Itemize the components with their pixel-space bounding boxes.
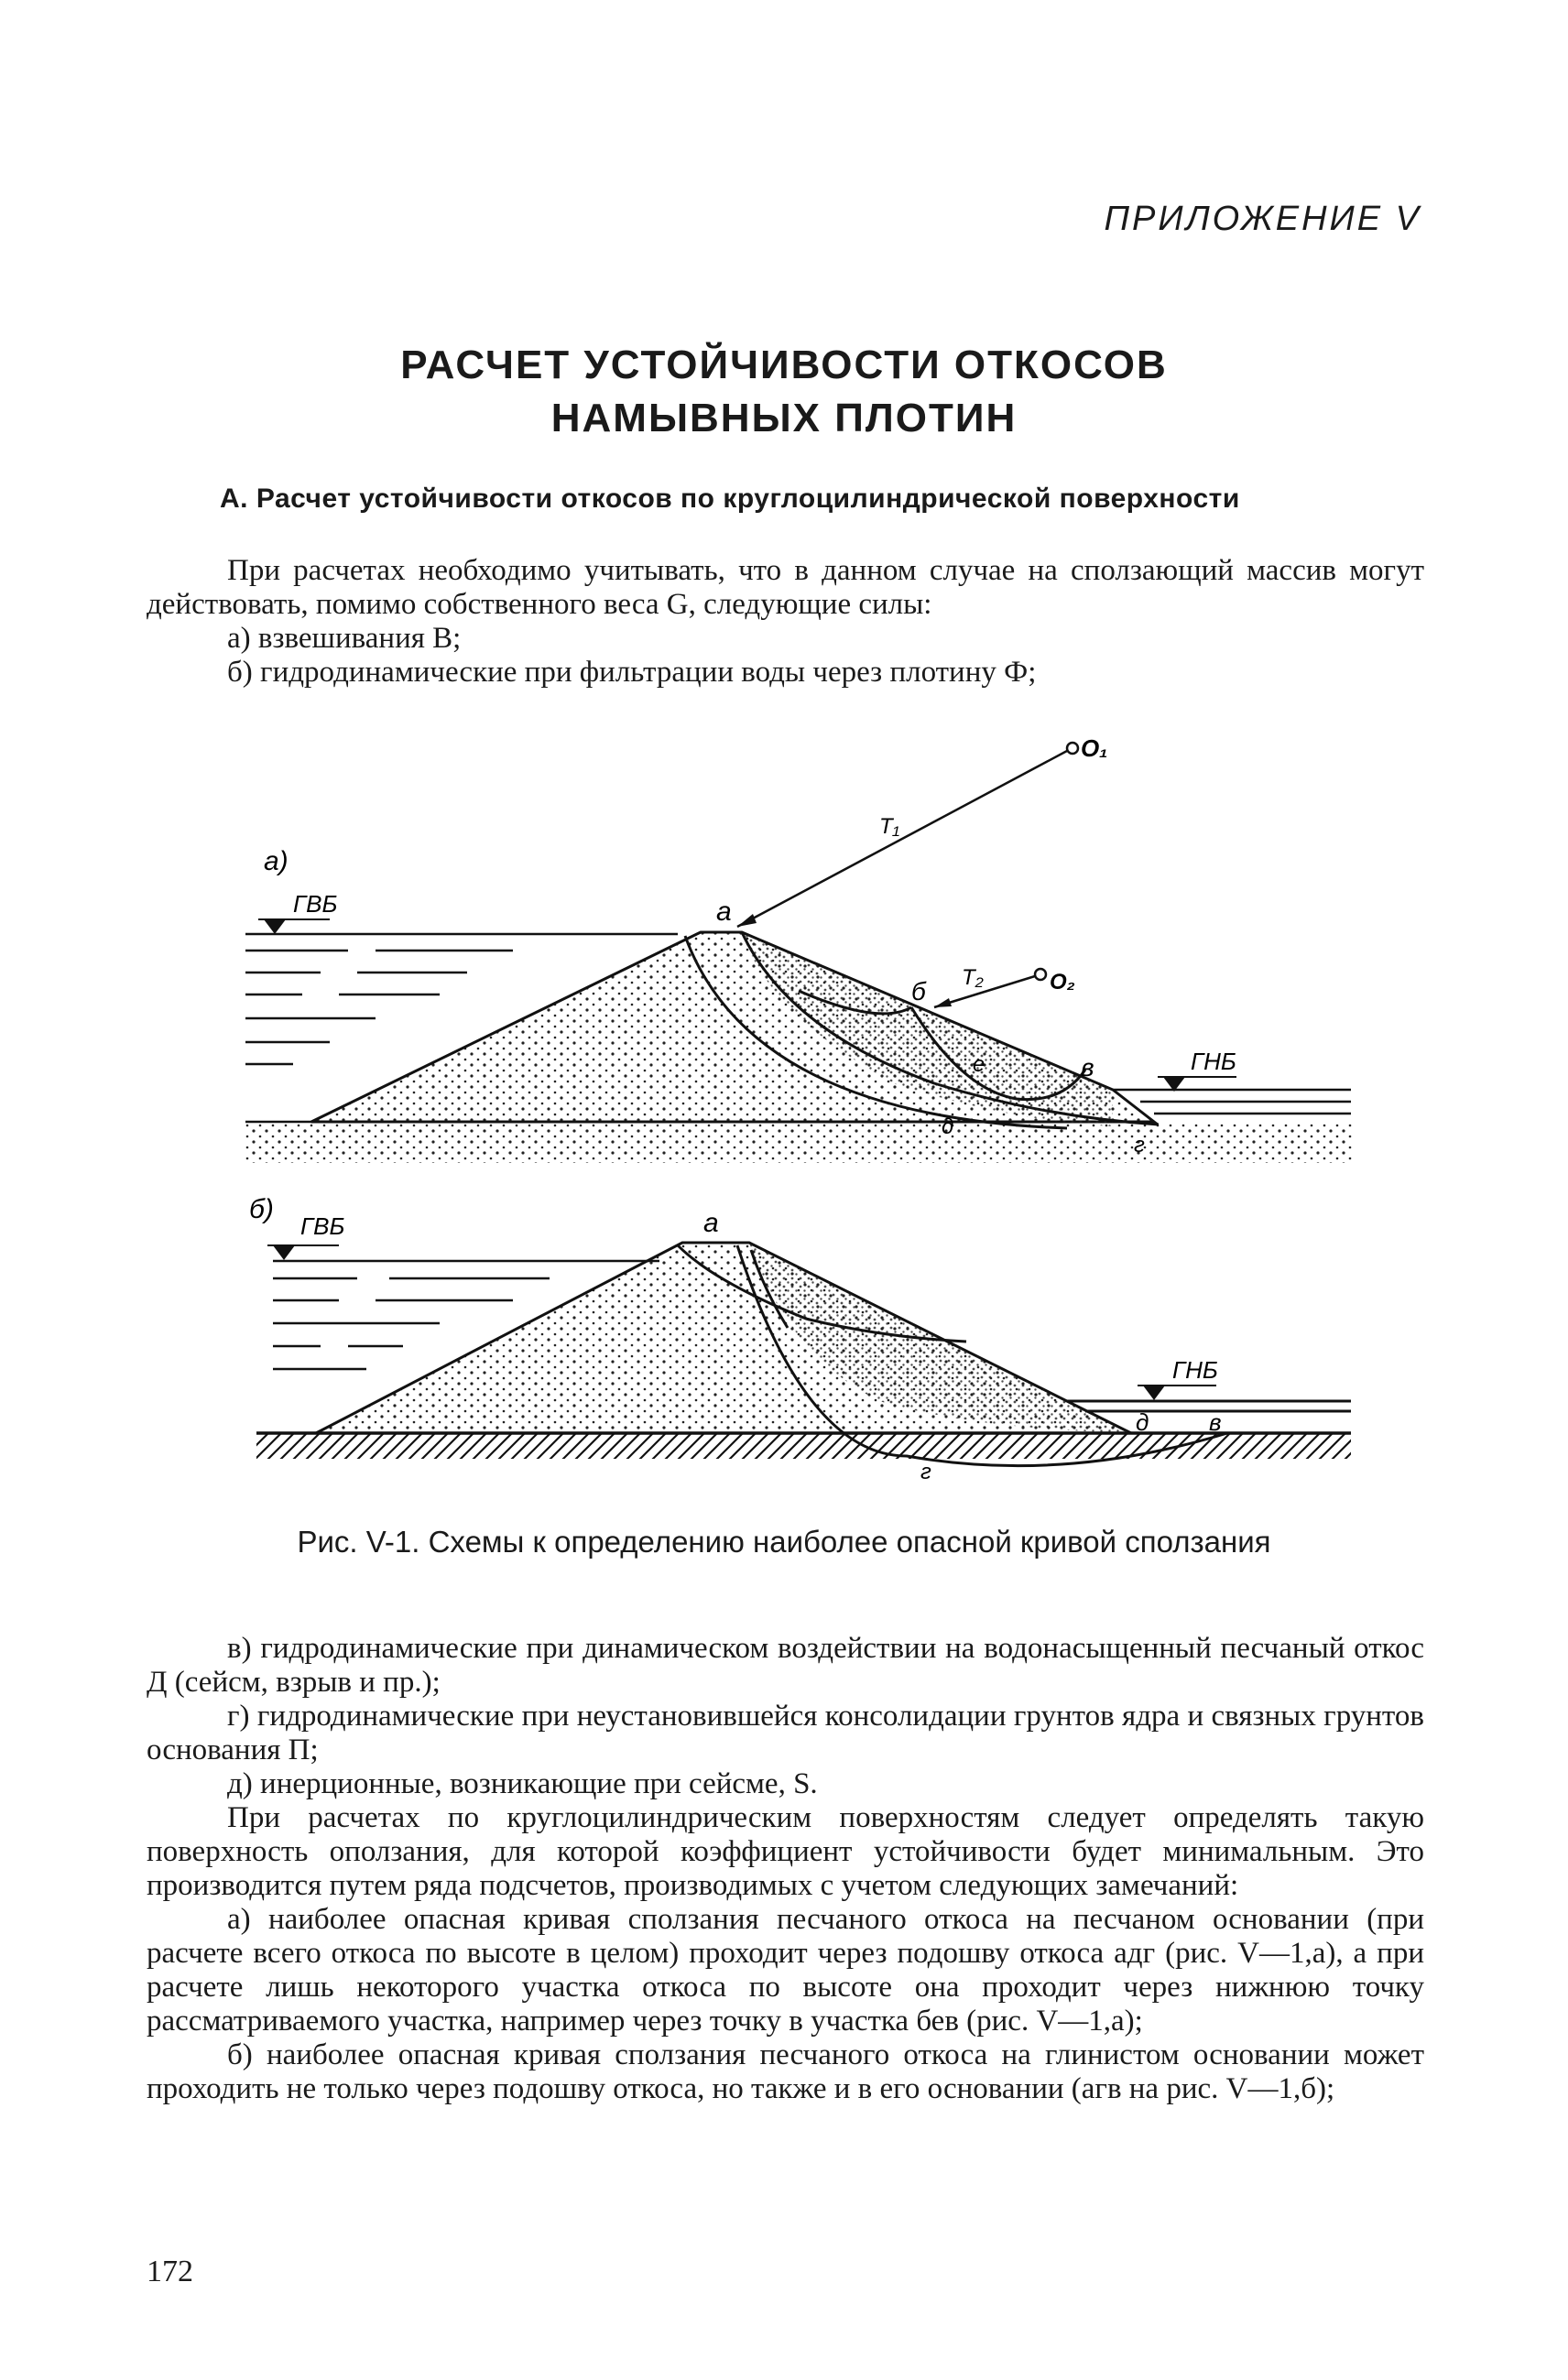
- o2-label: O₂: [1050, 970, 1075, 994]
- center-o1: [1067, 743, 1078, 754]
- point-v-label-b: в: [1209, 1408, 1222, 1436]
- point-v-label-a: в: [1081, 1053, 1094, 1081]
- gvb-label-b: ГВБ: [300, 1212, 345, 1240]
- gvb-label-a: ГВБ: [293, 890, 338, 918]
- point-d-label-b: д: [1136, 1408, 1149, 1436]
- foundation-a: [245, 1122, 1354, 1163]
- diagram-a-label: а): [264, 846, 289, 876]
- t1-arrow: [737, 914, 757, 927]
- force-item-g: г) гидродинамические при неустановившейся консолидации грунтов ядра и связных грунтов основания П;: [147, 1700, 1424, 1766]
- center-o2: [1035, 969, 1046, 980]
- radius-t1: [737, 751, 1067, 927]
- point-a-label-b: а: [703, 1208, 719, 1238]
- diagram-a: [245, 734, 1354, 1163]
- method-paragraph: При расчетах по круглоцилиндрическим поверхностям следует определять такую поверхность оползания, для которой коэффициент устойчивости будет минимальным. Это производится путем ряда подсчетов, производимых с учетом следующих замечаний:: [147, 1801, 1424, 1902]
- intro-paragraph: При расчетах необходимо учитывать, что в данном случае на сползающий массив могут действовать, помимо собственного веса G, следующие силы:: [147, 554, 1424, 621]
- force-item-v: в) гидродинамические при динамическом воздействии на водонасыщенный песчаный откос Д (сейсм, взрыв и пр.);: [147, 1632, 1424, 1699]
- clay-foundation-b: [256, 1433, 1351, 1459]
- diagram-b: [249, 1194, 1351, 1484]
- force-item-a: а) взвешивания B;: [227, 622, 462, 655]
- figure-caption: Рис. V-1. Схемы к определению наиболее опасной кривой сползания: [297, 1525, 1271, 1559]
- page-number: 172: [147, 2255, 193, 2288]
- downstream-level-marker-b: [1143, 1386, 1165, 1400]
- title-line-2: НАМЫВНЫХ ПЛОТИН: [550, 396, 1018, 440]
- upstream-level-marker-a: [264, 919, 286, 934]
- body-text: [147, 1632, 1424, 2106]
- intro-text: [147, 554, 1424, 690]
- t1-label: T₁: [879, 814, 900, 839]
- page-title: [0, 339, 1568, 445]
- point-a-label-a: а: [716, 897, 732, 927]
- force-item-b: б) гидродинамические при фильтрации воды через плотину Ф;: [227, 656, 1037, 689]
- point-g-label-b: г: [920, 1460, 931, 1484]
- upstream-level-marker-b: [273, 1245, 295, 1260]
- downstream-water: [1113, 1090, 1351, 1114]
- o1-label: O₁: [1081, 734, 1108, 762]
- gnb-label-a: ГНБ: [1191, 1048, 1236, 1075]
- diagram-b-label: б): [249, 1194, 274, 1224]
- gnb-label-b: ГНБ: [1172, 1356, 1218, 1384]
- appendix-header: ПРИЛОЖЕНИЕ V: [1104, 200, 1421, 238]
- title-line-1: РАСЧЕТ УСТОЙЧИВОСТИ ОТКОСОВ: [400, 342, 1168, 387]
- t2-arrow: [934, 998, 952, 1007]
- section-heading: А. Расчет устойчивости откосов по круглоцилиндрической поверхности: [220, 484, 1240, 514]
- point-g-label-a: г: [1134, 1133, 1145, 1157]
- point-b-label-a: б: [911, 977, 926, 1005]
- force-item-d: д) инерционные, возникающие при сейсме, S.: [227, 1767, 818, 1800]
- note-a: а) наиболее опасная кривая сползания песчаного откоса на песчаном основании (при расчете всего откоса по высоте в целом) проходит через подошву откоса адг (рис. V—1,а), а при расчете лишь некоторого участка откоса по высоте она проходит через нижнюю точку рассматриваемого участка, например через точку в участка бев (рис. V—1,а);: [147, 1903, 1424, 2038]
- slope-stability-figure: [238, 733, 1365, 1520]
- point-d-label-a: д: [942, 1114, 954, 1139]
- point-e-label-a: е: [973, 1052, 985, 1077]
- note-b: б) наиболее опасная кривая сползания песчаного откоса на глинистом основании может проходить не только через подошву откоса, но также и в его основании (агв на рис. V—1,б);: [147, 2038, 1424, 2105]
- t2-label: T₂: [962, 965, 984, 990]
